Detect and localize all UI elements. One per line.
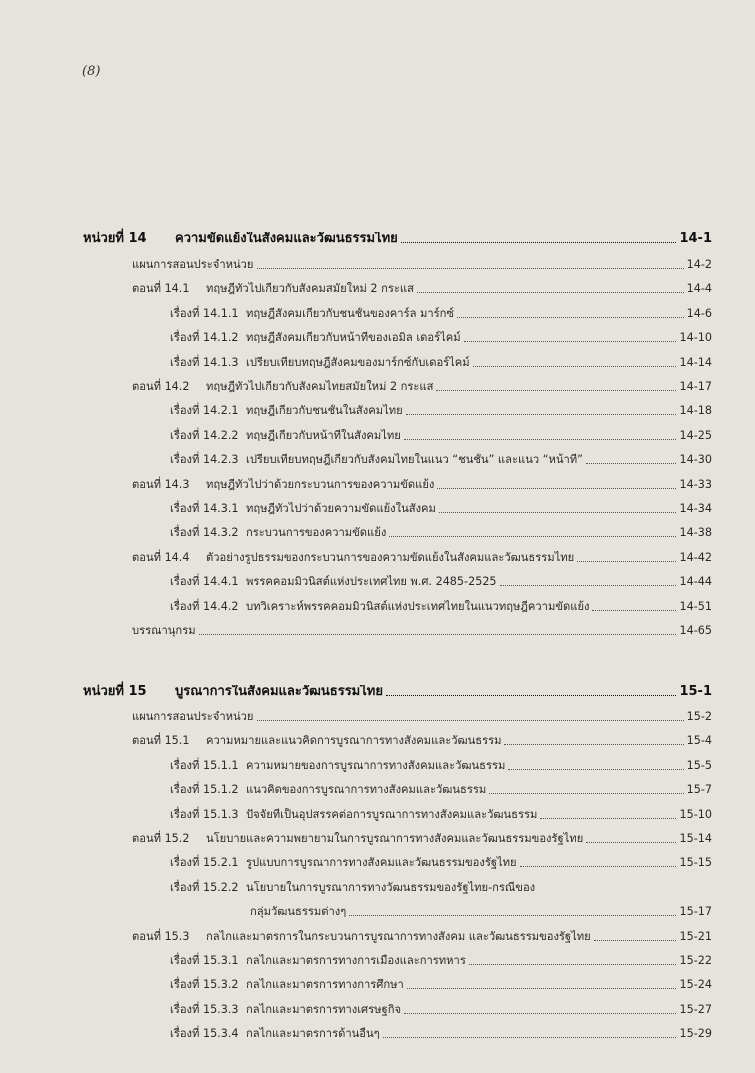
toc-entry <box>170 398 712 418</box>
leader-dots <box>577 561 676 562</box>
toc-entry <box>132 472 712 492</box>
entry-label: เรื่องที่ 15.3.3 <box>170 1002 239 1016</box>
leader-dots <box>500 585 677 586</box>
unit-15-heading <box>83 679 712 699</box>
unit-page: 14-1 <box>679 231 712 246</box>
entry-title: ความหมายและแนวคิดการบูรณาการทางสังคมและวัฒนธรรม <box>206 734 502 748</box>
unit-label: หน่วยที่ 14 <box>83 231 147 246</box>
leader-dots <box>586 842 676 843</box>
entry-page: 14-42 <box>679 550 712 564</box>
entry-title: ตัวอย่างรูปธรรมของกระบวนการของความขัดแย้งในสังคมและวัฒนธรรมไทย <box>206 550 575 564</box>
entry-page: 14-17 <box>679 380 712 393</box>
leader-dots <box>257 720 684 721</box>
entry-title: กลไกและมาตรการทางการศึกษา <box>246 978 404 992</box>
leader-dots <box>489 793 683 794</box>
leader-dots <box>473 366 677 367</box>
entry-title: ทฤษฎีทั่วไปเกี่ยวกับสังคมไทยสมัยใหม่ 2 กระแส <box>206 380 434 393</box>
entry-title: พรรคคอมมิวนิสต์แห่งประเทศไทย พ.ศ. 2485-2525 <box>246 575 497 589</box>
entry-title: กลไกและมาตรการในกระบวนการบูรณาการทางสังคม และวัฒนธรรมของรัฐไทย <box>206 929 591 943</box>
entry-title: ทฤษฎีเกี่ยวกับหน้าที่ในสังคมไทย <box>246 428 401 442</box>
entry-title: แนวคิดของการบูรณาการทางสังคมและวัฒนธรรม <box>246 783 487 797</box>
leader-dots <box>439 512 677 513</box>
leader-dots <box>504 744 683 745</box>
entry-page: 15-4 <box>686 734 712 748</box>
toc-entry <box>170 777 712 797</box>
entry-page: 14-6 <box>686 306 712 320</box>
toc-entry <box>132 252 712 272</box>
entry-title: แผนการสอนประจำหน่วย <box>132 258 254 271</box>
toc-entry <box>132 826 712 846</box>
leader-dots <box>457 317 684 318</box>
entry-label: เรื่องที่ 14.1.2 <box>170 331 239 345</box>
entry-page: 14-10 <box>679 331 712 345</box>
leader-dots <box>389 536 676 537</box>
entry-title: แผนการสอนประจำหน่วย <box>132 710 254 723</box>
entry-page: 15-21 <box>679 929 712 943</box>
page-number: (8) <box>82 64 101 79</box>
entry-label: เรื่องที่ 15.2.2 <box>170 880 239 894</box>
toc-entry <box>132 618 712 638</box>
toc-entry <box>170 802 712 822</box>
entry-page: 15-2 <box>686 710 712 723</box>
toc-entry <box>170 350 712 370</box>
leader-dots <box>417 292 684 293</box>
entry-label: ตอนที่ 14.1 <box>132 282 190 296</box>
toc-entry <box>170 496 712 516</box>
entry-label: เรื่องที่ 14.2.2 <box>170 428 239 442</box>
unit-title: ความขัดแย้งในสังคมและวัฒนธรรมไทย <box>175 232 398 246</box>
entry-page: 15-27 <box>679 1002 712 1016</box>
entry-title: ทฤษฎีเกี่ยวกับชนชั้นในสังคมไทย <box>246 404 403 418</box>
leader-dots <box>407 988 677 989</box>
entry-title: ปัจจัยที่เป็นอุปสรรคต่อการบูรณาการทางสังคมและวัฒนธรรม <box>246 807 538 821</box>
toc-entry <box>170 1021 712 1041</box>
toc-entry <box>132 374 712 394</box>
entry-title: กลไกและมาตรการด้านอื่นๆ <box>246 1027 380 1041</box>
toc-entry <box>170 850 712 870</box>
entry-page: 15-10 <box>679 807 712 821</box>
leader-dots <box>436 390 676 391</box>
leader-dots <box>586 463 677 464</box>
entry-label: เรื่องที่ 15.1.2 <box>170 783 239 797</box>
leader-dots <box>520 866 677 867</box>
entry-label: เรื่องที่ 14.4.2 <box>170 599 239 613</box>
entry-title: เปรียบเทียบทฤษฎีเกี่ยวกับสังคมไทยในแนว “ชนชั้น” และแนว “หน้าที่” <box>246 453 583 467</box>
entry-title: กลไกและมาตรการทางการเมืองและการทหาร <box>246 954 466 967</box>
entry-page: 14-14 <box>679 355 712 369</box>
toc-entry <box>170 997 712 1017</box>
entry-title: นโยบายในการบูรณาการทางวัฒนธรรมของรัฐไทย-กรณีของ <box>246 880 536 894</box>
toc-entry <box>132 728 712 748</box>
leader-dots <box>257 268 684 269</box>
toc-entry <box>170 594 712 614</box>
leader-dots <box>508 769 683 770</box>
entry-title: กระบวนการของความขัดแย้ง <box>246 526 387 540</box>
entry-label: เรื่องที่ 14.4.1 <box>170 575 239 589</box>
entry-title: กลุ่มวัฒนธรรมต่างๆ <box>250 905 347 919</box>
entry-page: 15-29 <box>679 1027 712 1041</box>
toc-entry <box>170 753 712 773</box>
leader-dots <box>401 242 677 243</box>
unit-label: หน่วยที่ 15 <box>83 684 147 699</box>
entry-page: 15-7 <box>686 783 712 797</box>
entry-title: บรรณานุกรม <box>132 624 196 637</box>
entry-label: เรื่องที่ 14.3.2 <box>170 526 239 540</box>
entry-page: 14-25 <box>679 428 712 442</box>
entry-title: รูปแบบการบูรณาการทางสังคมและวัฒนธรรมของรัฐไทย <box>246 856 517 870</box>
toc-entry <box>132 924 712 944</box>
entry-title: นโยบายและความพยายามในการบูรณาการทางสังคมและวัฒนธรรมของรัฐไทย <box>206 832 584 845</box>
leader-dots <box>406 414 677 415</box>
leader-dots <box>349 915 676 916</box>
entry-page: 14-18 <box>679 404 712 418</box>
entry-page: 15-22 <box>679 954 712 967</box>
leader-dots <box>592 610 676 611</box>
entry-page: 14-65 <box>679 624 712 637</box>
entry-label: เรื่องที่ 15.3.1 <box>170 954 239 967</box>
toc-entry <box>170 875 712 895</box>
entry-label: เรื่องที่ 15.2.1 <box>170 856 239 870</box>
entry-page: 14-2 <box>686 258 712 271</box>
leader-dots <box>386 695 676 696</box>
entry-label: เรื่องที่ 14.2.3 <box>170 453 239 467</box>
toc-entry <box>170 447 712 467</box>
unit-title: บูรณาการในสังคมและวัฒนธรรมไทย <box>175 685 383 699</box>
leader-dots <box>199 634 677 635</box>
entry-page: 14-4 <box>686 282 712 296</box>
toc-entry <box>170 972 712 992</box>
entry-label: เรื่องที่ 15.1.3 <box>170 807 239 821</box>
entry-page: 15-24 <box>679 978 712 992</box>
leader-dots <box>594 940 677 941</box>
toc-entry <box>132 276 712 296</box>
toc-entry <box>132 545 712 565</box>
leader-dots <box>404 1013 676 1014</box>
entry-label: เรื่องที่ 14.1.1 <box>170 306 239 320</box>
leader-dots <box>464 341 677 342</box>
leader-dots <box>383 1037 677 1038</box>
unit-14-heading <box>83 226 712 246</box>
leader-dots <box>469 964 677 965</box>
entry-label: ตอนที่ 15.1 <box>132 734 190 748</box>
entry-label: เรื่องที่ 14.2.1 <box>170 404 239 418</box>
entry-page: 14-44 <box>679 575 712 589</box>
entry-page: 15-15 <box>679 856 712 870</box>
entry-page: 15-5 <box>686 758 712 772</box>
entry-page: 14-34 <box>679 502 712 515</box>
leader-dots <box>540 818 676 819</box>
entry-title: ทฤษฎีสังคมเกี่ยวกับหน้าที่ของเอมิล เดอร์ไคม์ <box>246 331 461 345</box>
entry-label: เรื่องที่ 14.3.1 <box>170 502 239 515</box>
toc-entry <box>132 704 712 724</box>
toc-entry <box>250 899 712 919</box>
entry-page: 14-30 <box>679 453 712 467</box>
entry-label: ตอนที่ 14.2 <box>132 380 190 393</box>
leader-dots <box>437 488 676 489</box>
toc-entry <box>170 325 712 345</box>
entry-label: ตอนที่ 14.3 <box>132 477 190 491</box>
toc-entry <box>170 948 712 968</box>
entry-title: เปรียบเทียบทฤษฎีสังคมของมาร์กซ์กับเดอร์ไคม์ <box>246 355 470 369</box>
entry-page: 14-51 <box>679 599 712 613</box>
toc-entry <box>170 301 712 321</box>
entry-page: 15-14 <box>679 832 712 845</box>
entry-title: ความหมายของการบูรณาการทางสังคมและวัฒนธรรม <box>246 758 506 772</box>
entry-label: ตอนที่ 15.3 <box>132 929 190 943</box>
entry-label: เรื่องที่ 15.3.2 <box>170 978 239 992</box>
entry-title: ทฤษฎีทั่วไปว่าด้วยความขัดแย้งในสังคม <box>246 502 436 515</box>
entry-title: ทฤษฎีทั่วไปว่าด้วยกระบวนการของความขัดแย้ง <box>206 477 435 491</box>
entry-title: ทฤษฎีทั่วไปเกี่ยวกับสังคมสมัยใหม่ 2 กระแส <box>206 282 414 296</box>
entry-label: เรื่องที่ 15.1.1 <box>170 758 239 772</box>
leader-dots <box>404 439 677 440</box>
entry-title: บทวิเคราะห์พรรคคอมมิวนิสต์แห่งประเทศไทยในแนวทฤษฎีความขัดแย้ง <box>246 599 590 613</box>
entry-page: 15-17 <box>679 905 712 919</box>
entry-label: ตอนที่ 15.2 <box>132 832 190 845</box>
toc-entry <box>170 423 712 443</box>
entry-label: เรื่องที่ 15.3.4 <box>170 1027 239 1041</box>
toc-entry <box>170 520 712 540</box>
unit-page: 15-1 <box>679 684 712 699</box>
entry-page: 14-33 <box>679 477 712 491</box>
entry-title: ทฤษฎีสังคมเกี่ยวกับชนชั้นของคาร์ล มาร์กซ์ <box>246 306 455 320</box>
entry-label: เรื่องที่ 14.1.3 <box>170 355 239 369</box>
entry-title: กลไกและมาตรการทางเศรษฐกิจ <box>246 1002 402 1016</box>
entry-page: 14-38 <box>679 526 712 540</box>
entry-label: ตอนที่ 14.4 <box>132 550 190 564</box>
toc-entry <box>170 569 712 589</box>
